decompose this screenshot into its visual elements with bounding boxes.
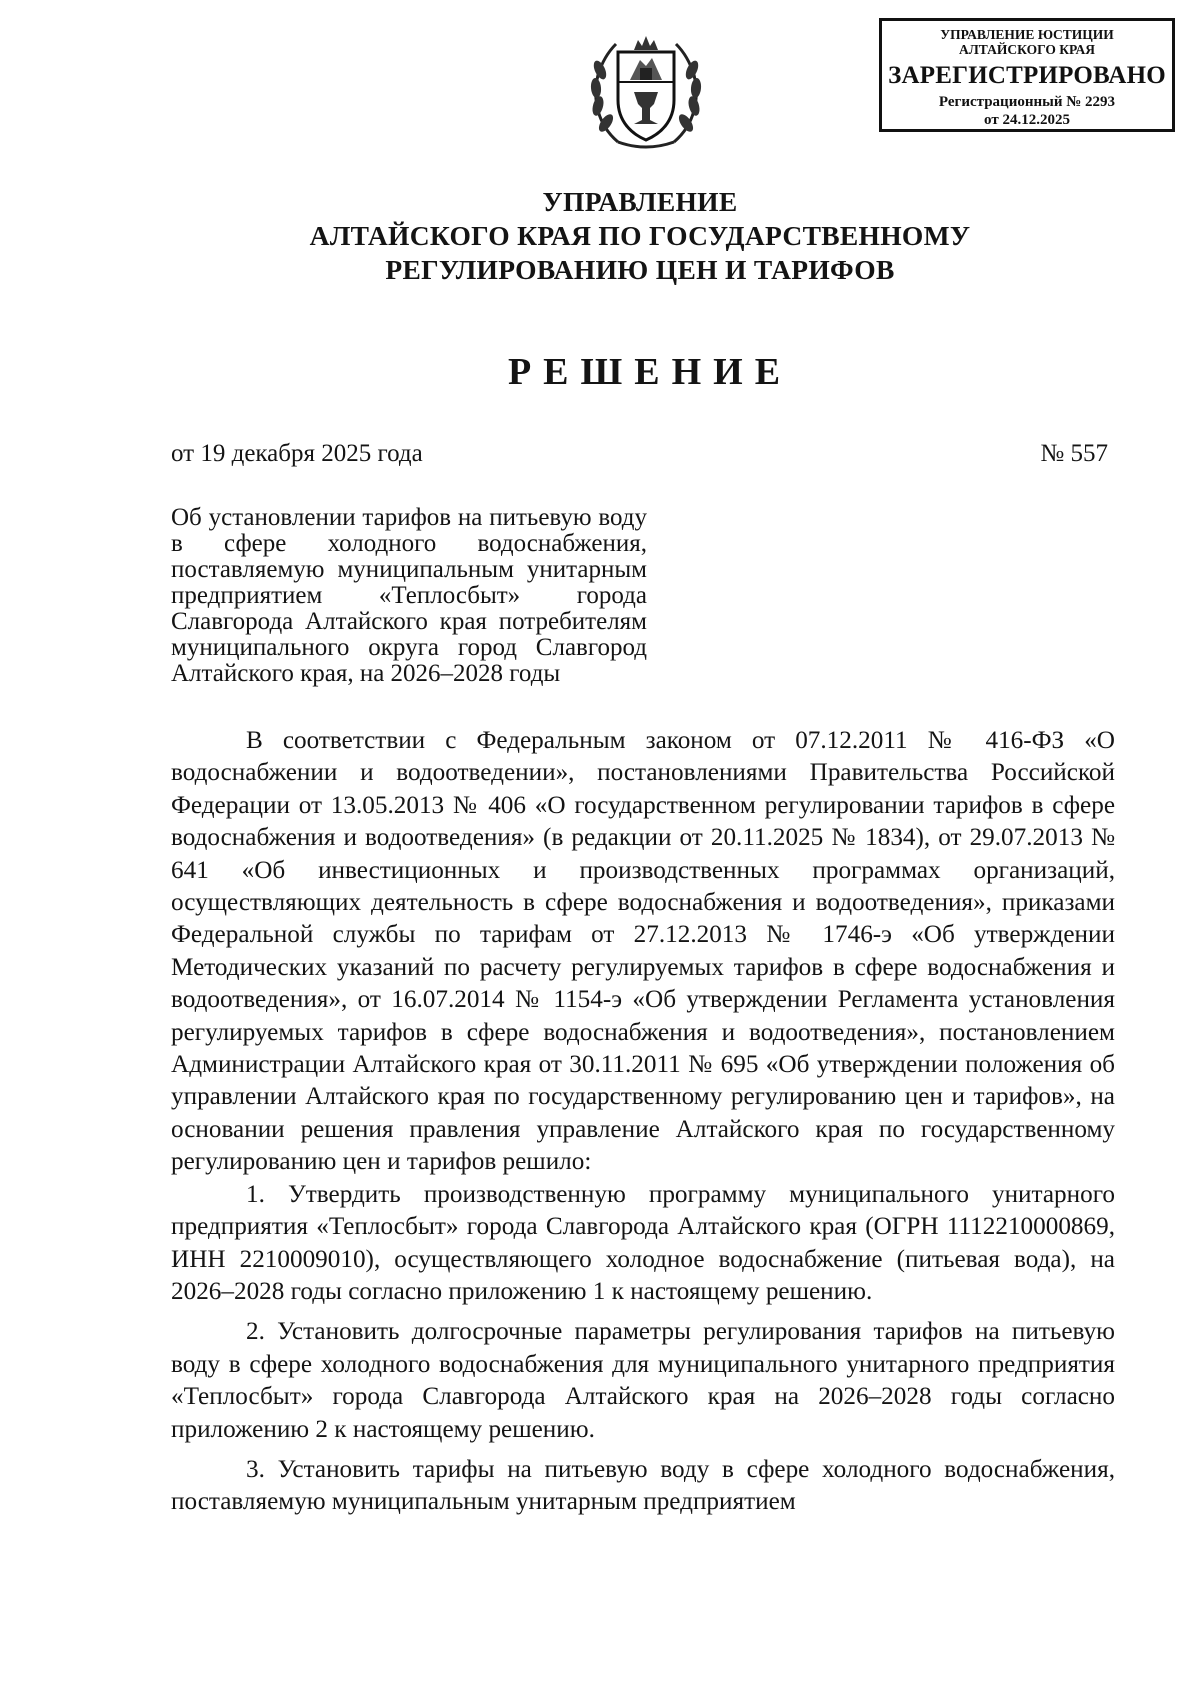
authority-line2: АЛТАЙСКОГО КРАЯ ПО ГОСУДАРСТВЕННОМУ (309, 220, 971, 251)
stamp-status: ЗАРЕГИСТРИРОВАНО (888, 62, 1166, 89)
document-number: № 557 (1040, 440, 1108, 467)
document-subject: Об установлении тарифов на питьевую воду в сфере холодного водоснабжения, поставляемую муниципальным унитарным предприятием «Теплосбыт» города Славгорода Алтайского края потребителям муниципального округа город Славгород Алтайского края, на 2026–2028 годы (171, 504, 647, 687)
coat-of-arms-icon (588, 30, 704, 152)
issuing-authority (200, 185, 1080, 287)
item-2-paragraph: 2. Установить долгосрочные параметры регулирования тарифов на питьевую воду в сфере холодного водоснабжения для муниципального унитарного предприятия «Теплосбыт» города Славгорода Алтайского края на 2026–2028 годы согласно приложению 2 к настоящему решению. (171, 1318, 1115, 1443)
authority-line3: РЕГУЛИРОВАНИЮ ЦЕН И ТАРИФОВ (385, 254, 895, 285)
stamp-org-line2: АЛТАЙСКОГО КРАЯ (958, 42, 1096, 57)
document-body (171, 725, 1115, 1519)
registration-stamp (879, 18, 1175, 132)
stamp-reg-date: от 24.12.2025 (984, 112, 1070, 128)
stamp-org-line1: УПРАВЛЕНИЕ ЮСТИЦИИ (940, 27, 1114, 42)
stamp-organization (882, 27, 1172, 57)
document-type: РЕШЕНИЕ (507, 351, 793, 393)
authority-line1: УПРАВЛЕНИЕ (542, 186, 738, 217)
item-1-paragraph: 1. Утвердить производственную программу муниципального унитарного предприятия «Теплосбыт» города Славгорода Алтайского края (ОГРН 1112210000869, ИНН 2210009010), осуществляющего холодное водоснабжение (питьевая вода), на 2026–2028 годы согласно приложению 1 к настоящему решению. (171, 1180, 1115, 1305)
stamp-reg-number: Регистрационный № 2293 (938, 94, 1116, 110)
item-3-paragraph: 3. Установить тарифы на питьевую воду в сфере холодного водоснабжения, поставляемую муниципальным унитарным предприятием (171, 1455, 1115, 1516)
preamble-paragraph: В соответствии с Федеральным законом от 07.12.2011 № 416-ФЗ «О водоснабжении и водоотведении», постановлениями Правительства Российской Федерации от 13.05.2013 № 406 «О государственном регулировании тарифов в сфере водоснабжения и водоотведения» (в редакции от 20.11.2025 № 1834), от 29.07.2013 № 641 «Об инвестиционных и производственных программах организаций, осуществляющих деятельность в сфере водоснабжения и водоотведения», приказами Федеральной службы по тарифам от 27.12.2013 № 1746-э «Об утверждении Методических указаний по расчету регулируемых тарифов в сфере водоснабжения и водоотведения», от 16.07.2014 № 1154-э «Об утверждении Регламента установления регулируемых тарифов в сфере водоснабжения и водоотведения», постановлением Администрации Алтайского края от 30.11.2011 № 695 «Об утверждении положения об управлении Алтайского края по государственному регулированию цен и тарифов», на основании решения правления управление Алтайского края по государственному регулированию цен и тарифов решило: (171, 727, 1115, 1176)
document-date: от 19 декабря 2025 года (171, 440, 423, 467)
